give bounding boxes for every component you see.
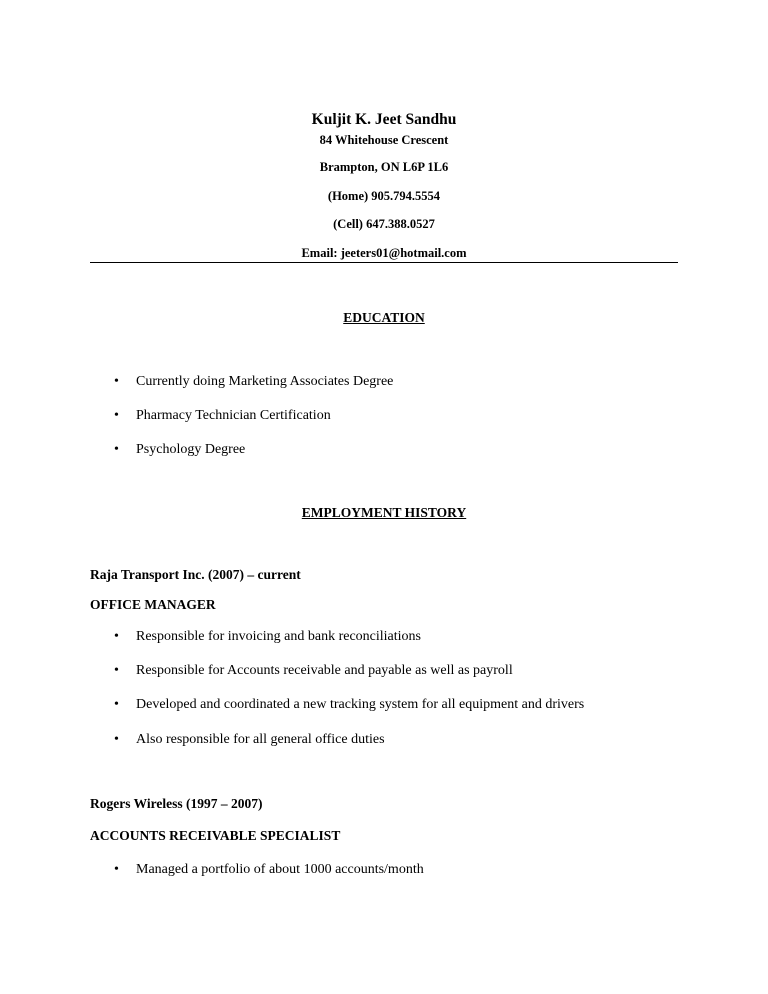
education-item-text: Pharmacy Technician Certification (136, 408, 331, 423)
bullet-icon: • (114, 629, 119, 644)
bullet-icon: • (114, 732, 119, 747)
bullet-icon: • (114, 697, 119, 712)
education-item-text: Psychology Degree (136, 442, 246, 457)
job-title-office-manager: OFFICE MANAGER (90, 597, 216, 612)
duty-text: Managed a portfolio of about 1000 accounts/month (136, 862, 424, 877)
address-line-1: 84 Whitehouse Crescent (319, 133, 449, 147)
duty-text: Responsible for Accounts receivable and payable as well as payroll (136, 663, 513, 678)
duty-text: Developed and coordinated a new tracking system for all equipment and drivers (136, 697, 585, 712)
job-title-accounts-receivable: ACCOUNTS RECEIVABLE SPECIALIST (90, 828, 341, 843)
email-address: Email: jeeters01@hotmail.com (301, 246, 467, 260)
education-item-text: Currently doing Marketing Associates Degree (136, 374, 394, 389)
education-heading: EDUCATION (343, 310, 425, 325)
bullet-icon: • (114, 442, 119, 457)
employment-heading: EMPLOYMENT HISTORY (301, 505, 467, 520)
candidate-name: Kuljit K. Jeet Sandhu (311, 111, 457, 128)
bullet-icon: • (114, 408, 119, 423)
cell-phone: (Cell) 647.388.0527 (333, 217, 435, 231)
home-phone: (Home) 905.794.5554 (327, 189, 441, 203)
duty-text: Also responsible for all general office duties (136, 732, 385, 747)
bullet-icon: • (114, 663, 119, 678)
bullet-icon: • (114, 374, 119, 389)
address-line-2: Brampton, ON L6P 1L6 (319, 160, 449, 174)
bullet-icon: • (114, 862, 119, 877)
duty-text: Responsible for invoicing and bank reconciliations (136, 629, 421, 644)
employer-raja-transport: Raja Transport Inc. (2007) – current (90, 567, 301, 582)
header-divider (90, 262, 678, 263)
employer-rogers-wireless: Rogers Wireless (1997 – 2007) (90, 796, 263, 811)
